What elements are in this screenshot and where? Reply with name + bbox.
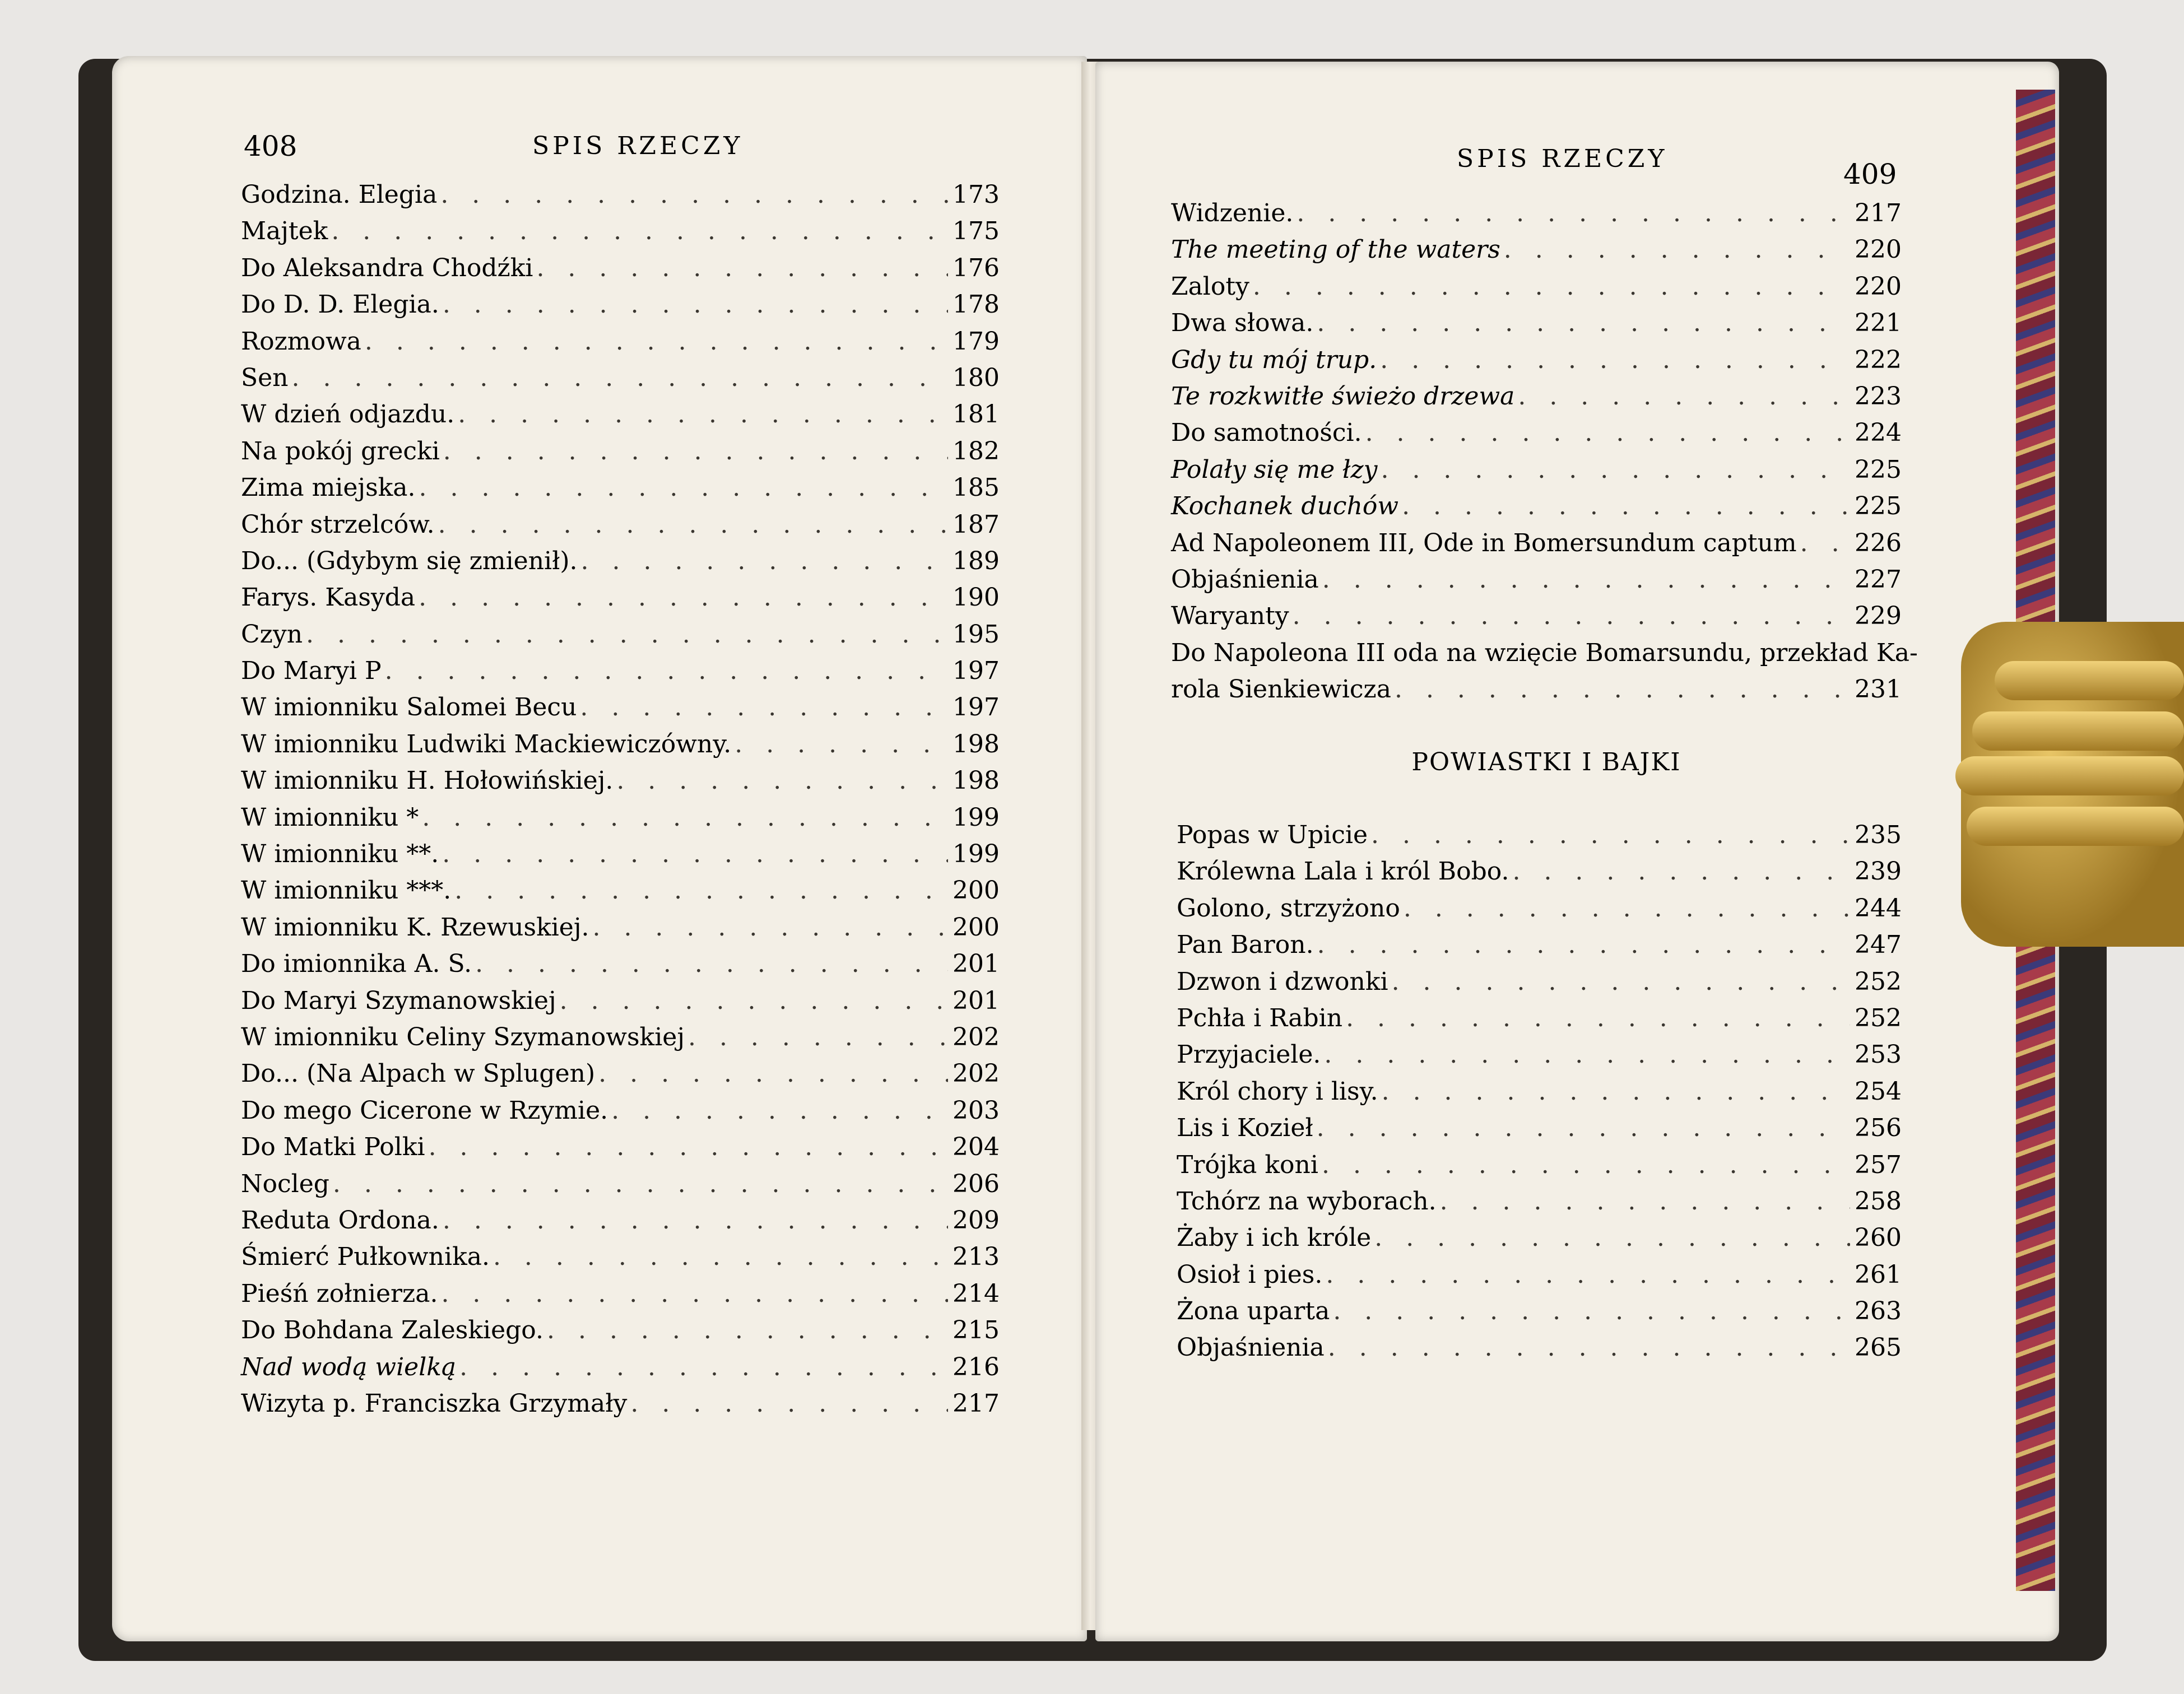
toc-entry-title: Zima miejska.	[241, 473, 416, 502]
toc-leader-dots	[735, 730, 948, 758]
toc-entry-page: 195	[952, 620, 1000, 649]
toc-entry-title: Do Aleksandra Chodźki	[241, 253, 533, 282]
toc-entry	[241, 253, 1000, 290]
toc-leader-dots	[547, 1316, 948, 1344]
toc-entry	[241, 1242, 1000, 1279]
toc-entry-page: 220	[1855, 235, 1902, 264]
toc-entry-page: 198	[952, 766, 1000, 795]
toc-entry-title: Nocleg	[241, 1169, 329, 1198]
toc-entry	[241, 1059, 1000, 1096]
left-page-number: 408	[244, 130, 298, 162]
toc-entry-page: 206	[952, 1169, 1000, 1198]
toc-entry	[1171, 602, 1902, 638]
toc-entry-title: Do... (Na Alpach w Splugen)	[241, 1059, 596, 1088]
toc-entry	[241, 290, 1000, 327]
toc-entry-title: Te rozkwitłe świeżo drzewa	[1171, 381, 1515, 411]
toc-entry	[1171, 492, 1902, 528]
toc-leader-dots	[429, 1133, 948, 1161]
toc-entry-title: Lis i Kozieł	[1177, 1114, 1313, 1143]
toc-entry	[1171, 199, 1902, 235]
toc-entry-title: Golono, strzyżono	[1177, 893, 1400, 923]
toc-leader-dots	[1381, 455, 1850, 484]
toc-entry-title: Chór strzelców.	[241, 510, 435, 539]
clip-finger	[1955, 756, 2184, 795]
toc-entry	[1177, 1186, 1902, 1223]
toc-leader-dots	[1346, 1004, 1850, 1032]
left-toc-list	[241, 180, 1000, 1426]
toc-leader-dots	[475, 950, 948, 978]
toc-entry-title: Przyjaciele.	[1177, 1040, 1321, 1069]
toc-entry-title: Żona uparta	[1177, 1297, 1330, 1326]
toc-entry-title: W imionniku Salomei Becu	[241, 693, 577, 722]
clip-finger	[1995, 661, 2184, 700]
toc-entry	[241, 1096, 1000, 1133]
toc-leader-dots	[1800, 529, 1850, 557]
toc-entry-title: Objaśnienia	[1177, 1333, 1325, 1362]
toc-entry-page: 203	[952, 1096, 1000, 1125]
toc-entry-page: 199	[952, 803, 1000, 832]
toc-entry-title: Trójka koni	[1177, 1150, 1318, 1179]
toc-entry	[1171, 565, 1902, 602]
toc-leader-dots	[440, 180, 948, 209]
toc-entry	[241, 803, 1000, 840]
toc-entry-title: Objaśnienia	[1171, 565, 1319, 594]
toc-leader-dots	[1512, 857, 1850, 886]
toc-entry-title: Do Bohdana Zaleskiego.	[241, 1316, 544, 1345]
toc-leader-dots	[422, 803, 948, 832]
toc-entry	[1177, 1333, 1902, 1370]
toc-entry-title: W dzień odjazdu.	[241, 400, 455, 429]
toc-entry-title: W imionniku *	[241, 803, 419, 832]
toc-entry-title: Żaby i ich króle	[1177, 1223, 1372, 1253]
toc-leader-dots	[560, 986, 948, 1015]
toc-entry	[241, 436, 1000, 473]
toc-entry-page: 223	[1855, 381, 1902, 411]
toc-entry	[241, 363, 1000, 400]
right-page-number: 409	[1843, 158, 1897, 190]
toc-leader-dots	[1382, 1077, 1850, 1106]
toc-entry-page: 176	[952, 253, 1000, 282]
toc-entry-page: 181	[952, 400, 1000, 429]
toc-leader-dots	[385, 657, 948, 685]
toc-entry-page: 200	[952, 876, 1000, 905]
clip-finger	[1967, 807, 2184, 846]
toc-entry-title: Sen	[241, 363, 289, 392]
toc-entry-title: Majtek	[241, 217, 328, 246]
toc-entry-title: Rozmowa	[241, 327, 361, 356]
toc-entry-page: 202	[952, 1022, 1000, 1051]
toc-leader-dots	[1402, 492, 1850, 520]
toc-entry	[241, 217, 1000, 253]
toc-leader-dots	[1317, 930, 1850, 959]
toc-entry-title: Czyn	[241, 620, 303, 649]
toc-leader-dots	[1328, 1333, 1850, 1362]
toc-entry	[241, 327, 1000, 364]
toc-entry	[241, 1133, 1000, 1169]
toc-entry	[241, 1389, 1000, 1426]
toc-leader-dots	[611, 1096, 948, 1125]
toc-entry-page: 224	[1855, 418, 1902, 448]
toc-entry-title: Król chory i lisy.	[1177, 1077, 1378, 1106]
toc-leader-dots	[419, 583, 948, 612]
toc-entry-page: 253	[1855, 1040, 1902, 1069]
toc-entry-title: Polały się me łzy	[1171, 455, 1378, 484]
toc-entry-title: rola Sienkiewicza	[1171, 675, 1391, 704]
toc-entry	[1177, 967, 1902, 1004]
toc-entry-title: W imionniku H. Hołowińskiej.	[241, 766, 614, 795]
toc-leader-dots	[1365, 418, 1850, 447]
toc-entry	[1171, 309, 1902, 345]
toc-entry-page: 215	[952, 1316, 1000, 1345]
toc-entry	[1177, 821, 1902, 857]
toc-entry-page: 225	[1855, 492, 1902, 521]
toc-entry-page: 256	[1855, 1114, 1902, 1143]
toc-entry-page: 239	[1855, 857, 1902, 886]
toc-entry	[1171, 235, 1902, 272]
toc-entry-title: Do... (Gdybym się zmienił).	[241, 546, 578, 575]
toc-entry-page: 244	[1855, 893, 1902, 923]
left-running-head: SPIS RZECZY	[532, 132, 744, 160]
toc-entry-title: Pan Baron.	[1177, 930, 1314, 960]
toc-entry-title: Na pokój grecki	[241, 436, 440, 466]
toc-entry-title: W imionniku Celiny Szymanowskiej	[241, 1022, 685, 1051]
toc-entry-page: 254	[1855, 1077, 1902, 1106]
toc-entry-title: Królewna Lala i król Bobo.	[1177, 857, 1509, 886]
toc-entry-page: 187	[952, 510, 1000, 539]
toc-entry-title: Waryanty	[1171, 602, 1289, 631]
toc-entry-title: Nad wodą wielką	[241, 1352, 457, 1381]
toc-entry-page: 263	[1855, 1297, 1902, 1326]
toc-leader-dots	[1297, 199, 1850, 227]
toc-entry-page: 198	[952, 729, 1000, 758]
toc-leader-dots	[365, 327, 948, 356]
toc-leader-dots	[292, 364, 948, 392]
toc-entry	[1177, 1003, 1902, 1040]
toc-entry	[1171, 418, 1902, 455]
toc-entry-page: 226	[1855, 528, 1902, 557]
toc-leader-dots	[1374, 1223, 1850, 1252]
toc-leader-dots	[1324, 1040, 1850, 1069]
toc-entry	[241, 1316, 1000, 1352]
toc-entry	[1177, 1150, 1902, 1187]
toc-entry-page: 252	[1855, 967, 1902, 996]
toc-entry-title: Godzina. Elegia	[241, 180, 438, 209]
toc-leader-dots	[419, 473, 948, 502]
toc-entry	[241, 1169, 1000, 1206]
toc-entry	[241, 180, 1000, 217]
toc-leader-dots	[1380, 346, 1850, 374]
toc-entry-page: 216	[952, 1352, 1000, 1381]
toc-entry-title: Dzwon i dzwonki	[1177, 967, 1388, 996]
toc-leader-dots	[458, 400, 948, 429]
toc-entry	[1177, 1114, 1902, 1150]
toc-entry	[1171, 528, 1902, 565]
toc-entry-page: 180	[952, 363, 1000, 392]
toc-leader-dots	[454, 876, 948, 905]
toc-leader-dots	[333, 1170, 948, 1198]
toc-entry-page: 199	[952, 840, 1000, 869]
toc-leader-dots	[616, 766, 948, 795]
toc-entry-page: 221	[1855, 309, 1902, 338]
toc-entry-page: 265	[1855, 1333, 1902, 1362]
toc-entry-title: Do imionnika A. S.	[241, 950, 472, 979]
toc-entry-page: 213	[952, 1242, 1000, 1272]
toc-leader-dots	[1504, 235, 1850, 264]
toc-entry	[241, 473, 1000, 510]
toc-entry-title: Popas w Upicie	[1177, 821, 1368, 849]
toc-entry-page: 214	[952, 1279, 1000, 1308]
toc-entry-page: 261	[1855, 1260, 1902, 1289]
toc-leader-dots	[442, 840, 948, 868]
toc-entry	[1171, 638, 1918, 675]
toc-entry	[1177, 893, 1902, 930]
toc-entry	[241, 693, 1000, 729]
toc-leader-dots	[443, 1206, 948, 1235]
toc-leader-dots	[581, 547, 948, 575]
toc-entry-title: Widzenie.	[1171, 199, 1294, 227]
toc-leader-dots	[1322, 565, 1850, 594]
toc-entry-page: 190	[952, 583, 1000, 612]
toc-entry	[241, 510, 1000, 547]
toc-entry-page: 235	[1855, 821, 1902, 849]
toc-entry	[1177, 1260, 1902, 1297]
toc-leader-dots	[1322, 1151, 1850, 1179]
toc-entry	[241, 1279, 1000, 1316]
toc-entry-title: Zaloty	[1171, 272, 1249, 301]
toc-leader-dots	[1440, 1187, 1850, 1216]
section-toc-list	[1177, 821, 1902, 1370]
toc-entry	[1171, 381, 1902, 418]
toc-entry-title: Farys. Kasyda	[241, 583, 416, 612]
toc-entry	[241, 657, 1000, 693]
toc-entry-title: W imionniku ***.	[241, 876, 452, 905]
toc-leader-dots	[438, 510, 948, 539]
toc-leader-dots	[306, 620, 948, 649]
toc-leader-dots	[459, 1353, 948, 1381]
toc-entry	[1177, 1223, 1902, 1260]
toc-entry-page: 197	[952, 657, 1000, 686]
toc-leader-dots	[1404, 894, 1850, 923]
toc-entry-page: 252	[1855, 1003, 1902, 1032]
toc-entry-title: Do D. D. Elegia.	[241, 290, 439, 319]
toc-entry-title: The meeting of the waters	[1171, 235, 1500, 264]
toc-leader-dots	[1317, 309, 1850, 337]
toc-entry	[1171, 455, 1902, 492]
toc-entry-page: 260	[1855, 1223, 1902, 1253]
toc-entry-page: 182	[952, 436, 1000, 466]
toc-entry-title: W imionniku K. Rzewuskiej.	[241, 913, 589, 942]
toc-entry	[241, 840, 1000, 876]
toc-entry	[241, 876, 1000, 913]
toc-entry-page: 231	[1855, 675, 1902, 704]
toc-leader-dots	[536, 254, 948, 282]
toc-entry	[241, 400, 1000, 436]
toc-entry-page: 201	[952, 986, 1000, 1015]
toc-entry-page: 204	[952, 1133, 1000, 1162]
toc-entry	[241, 986, 1000, 1023]
section-title: POWIASTKI I BAJKI	[1411, 748, 1681, 776]
toc-entry-page: 217	[1855, 199, 1902, 227]
toc-entry-page: 197	[952, 693, 1000, 722]
toc-entry	[1177, 1077, 1902, 1114]
clip-finger	[1972, 711, 2184, 751]
toc-entry-page: 247	[1855, 930, 1902, 960]
toc-entry	[241, 1022, 1000, 1059]
toc-entry-title: Pchła i Rabin	[1177, 1003, 1343, 1032]
toc-entry	[241, 546, 1000, 583]
toc-leader-dots	[630, 1389, 948, 1418]
toc-entry-title: Tchórz na wyborach.	[1177, 1186, 1437, 1216]
toc-leader-dots	[1293, 602, 1850, 630]
right-running-head: SPIS RZECZY	[1457, 145, 1668, 173]
toc-entry-page: 222	[1855, 345, 1902, 374]
toc-leader-dots	[1518, 382, 1850, 411]
toc-entry-title: Reduta Ordona.	[241, 1206, 439, 1235]
toc-entry-page: 178	[952, 290, 1000, 319]
toc-entry-page: 200	[952, 913, 1000, 942]
toc-entry-page: 225	[1855, 455, 1902, 484]
toc-leader-dots	[1253, 272, 1850, 301]
toc-leader-dots	[1317, 1114, 1850, 1142]
toc-entry-page: 189	[952, 546, 1000, 575]
toc-entry-title: Do Maryi Szymanowskiej	[241, 986, 556, 1015]
toc-entry	[241, 1206, 1000, 1242]
toc-leader-dots	[580, 693, 948, 722]
toc-leader-dots	[443, 290, 948, 319]
toc-entry-page: 185	[952, 473, 1000, 502]
toc-entry-title: Do mego Cicerone w Rzymie.	[241, 1096, 608, 1125]
toc-leader-dots	[598, 1059, 948, 1088]
toc-entry-page: 202	[952, 1059, 1000, 1088]
toc-entry-page: 173	[952, 180, 1000, 209]
toc-entry-page: 175	[952, 217, 1000, 246]
toc-entry	[241, 1352, 1000, 1389]
right-toc-list	[1171, 199, 1918, 711]
toc-entry-title: W imionniku Ludwiki Mackiewiczówny.	[241, 729, 732, 758]
toc-entry	[1177, 857, 1902, 893]
toc-entry-title: Śmierć Pułkownika.	[241, 1242, 490, 1272]
toc-entry-title: Do samotności.	[1171, 418, 1362, 448]
toc-entry-page: 220	[1855, 272, 1902, 301]
toc-entry-page: 229	[1855, 602, 1902, 631]
toc-entry-title: Do Maryi P	[241, 657, 382, 686]
toc-leader-dots	[441, 1279, 948, 1308]
toc-entry	[1171, 345, 1902, 382]
toc-entry	[1171, 272, 1902, 309]
toc-entry-title: Kochanek duchów	[1171, 492, 1399, 521]
toc-entry-page: 258	[1855, 1186, 1902, 1216]
toc-leader-dots	[493, 1242, 948, 1271]
toc-leader-dots	[688, 1023, 948, 1051]
toc-entry	[1177, 930, 1902, 967]
toc-entry-title: Dwa słowa.	[1171, 309, 1314, 338]
toc-entry	[1171, 675, 1902, 711]
toc-entry	[241, 620, 1000, 657]
toc-entry-page: 209	[952, 1206, 1000, 1235]
toc-leader-dots	[592, 913, 948, 942]
toc-entry-title: Pieśń zołnierza.	[241, 1279, 438, 1308]
toc-entry-page: 179	[952, 327, 1000, 356]
toc-entry-title: Ad Napoleonem III, Ode in Bomersundum captum	[1171, 528, 1797, 557]
toc-entry	[241, 583, 1000, 620]
toc-entry	[241, 729, 1000, 766]
toc-entry-title: Do Matki Polki	[241, 1133, 425, 1162]
toc-leader-dots	[1395, 675, 1850, 704]
toc-entry-page: 201	[952, 950, 1000, 979]
toc-entry	[241, 766, 1000, 803]
toc-leader-dots	[1392, 967, 1850, 996]
toc-entry-page: 217	[952, 1389, 1000, 1418]
toc-entry	[241, 950, 1000, 986]
toc-entry-title: Gdy tu mój trup.	[1171, 345, 1377, 374]
toc-leader-dots	[1371, 821, 1850, 849]
toc-leader-dots	[443, 437, 948, 466]
toc-entry	[241, 913, 1000, 950]
toc-entry-title: Do Napoleona III oda na wzięcie Bomarsundu, przekład Ka-	[1171, 638, 1918, 667]
toc-entry	[1177, 1040, 1902, 1077]
toc-entry	[1177, 1297, 1902, 1333]
toc-entry-title: W imionniku **.	[241, 840, 439, 869]
toc-entry-title: Osioł i pies.	[1177, 1260, 1323, 1289]
toc-leader-dots	[1333, 1297, 1850, 1325]
toc-entry-title: Wizyta p. Franciszka Grzymały	[241, 1389, 628, 1418]
toc-entry-page: 257	[1855, 1150, 1902, 1179]
toc-leader-dots	[1326, 1260, 1850, 1289]
toc-entry-page: 227	[1855, 565, 1902, 594]
toc-leader-dots	[331, 217, 948, 245]
